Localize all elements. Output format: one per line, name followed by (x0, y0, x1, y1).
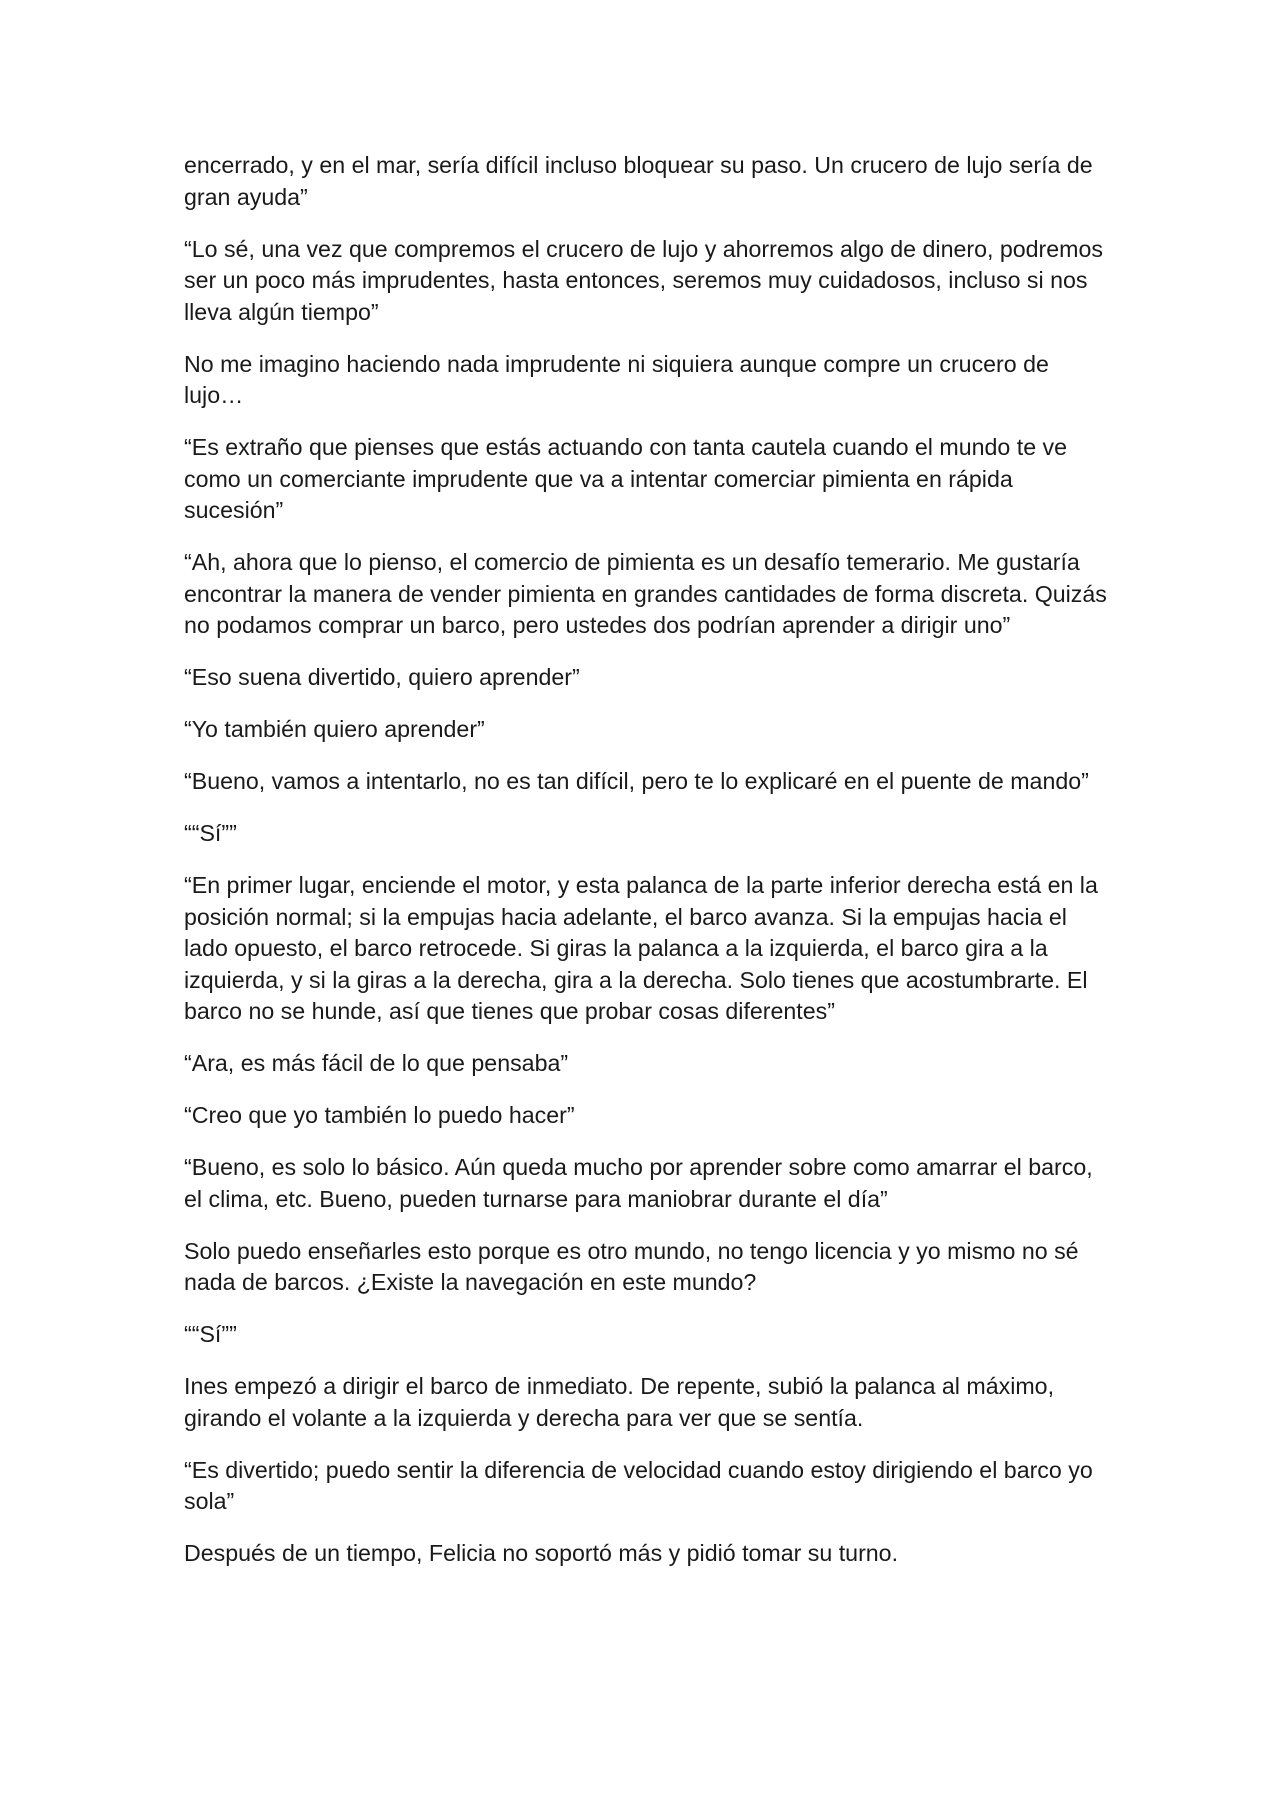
paragraph: “Bueno, vamos a intentarlo, no es tan difícil, pero te lo explicaré en el puente de mando” (184, 768, 1089, 794)
paragraph: “Eso suena divertido, quiero aprender” (184, 664, 580, 690)
paragraph: “Yo también quiero aprender” (184, 716, 485, 742)
paragraph: “En primer lugar, enciende el motor, y esta palanca de la parte inferior derecha está en la posición normal; si la empujas hacia adelante, el barco avanza. Si la empujas hacia el lado opuesto, el barco retrocede. Si giras la palanca a la izquierda, el barco gira a la izquierda, y si la giras a la derecha, gira a la derecha. Solo tienes que acostumbrarte. El barco no se hunde, así que tienes que probar cosas diferentes” (184, 872, 1098, 1024)
paragraph: “Bueno, es solo lo básico. Aún queda mucho por aprender sobre como amarrar el barco, el clima, etc. Bueno, pueden turnarse para maniobrar durante el día” (184, 1154, 1093, 1212)
paragraph: ““Sí”” (184, 1321, 237, 1347)
paragraph: encerrado, y en el mar, sería difícil incluso bloquear su paso. Un crucero de lujo sería de gran ayuda” (184, 152, 1093, 210)
document-body (184, 150, 1109, 1590)
paragraph: Solo puedo enseñarles esto porque es otro mundo, no tengo licencia y yo mismo no sé nada de barcos. ¿Existe la navegación en este mundo? (184, 1237, 1079, 1295)
paragraph: “Es divertido; puedo sentir la diferencia de velocidad cuando estoy dirigiendo el barco yo sola” (184, 1456, 1093, 1514)
paragraph: Después de un tiempo, Felicia no soportó más y pidió tomar su turno. (184, 1540, 899, 1566)
paragraph: “Creo que yo también lo puedo hacer” (184, 1102, 575, 1128)
paragraph: “Ah, ahora que lo pienso, el comercio de pimienta es un desafío temerario. Me gustaría encontrar la manera de vender pimienta en grandes cantidades de forma discreta. Quizás no podamos comprar un barco, pero ustedes dos podrían aprender a dirigir uno” (184, 549, 1107, 638)
paragraph: “Lo sé, una vez que compremos el crucero de lujo y ahorremos algo de dinero, podremos ser un poco más imprudentes, hasta entonces, seremos muy cuidadosos, incluso si nos lleva algún tiempo” (184, 235, 1103, 325)
paragraph: Ines empezó a dirigir el barco de inmediato. De repente, subió la palanca al máximo, girando el volante a la izquierda y derecha para ver que se sentía. (184, 1373, 1055, 1431)
paragraph: “Ara, es más fácil de lo que pensaba” (184, 1050, 569, 1076)
paragraph: ““Sí”” (184, 820, 237, 846)
paragraph: “Es extraño que pienses que estás actuando con tanta cautela cuando el mundo te ve como un comerciante imprudente que va a intentar comerciar pimienta en rápida sucesión” (184, 434, 1068, 523)
paragraph: No me imagino haciendo nada imprudente ni siquiera aunque compre un crucero de lujo… (184, 350, 1049, 408)
